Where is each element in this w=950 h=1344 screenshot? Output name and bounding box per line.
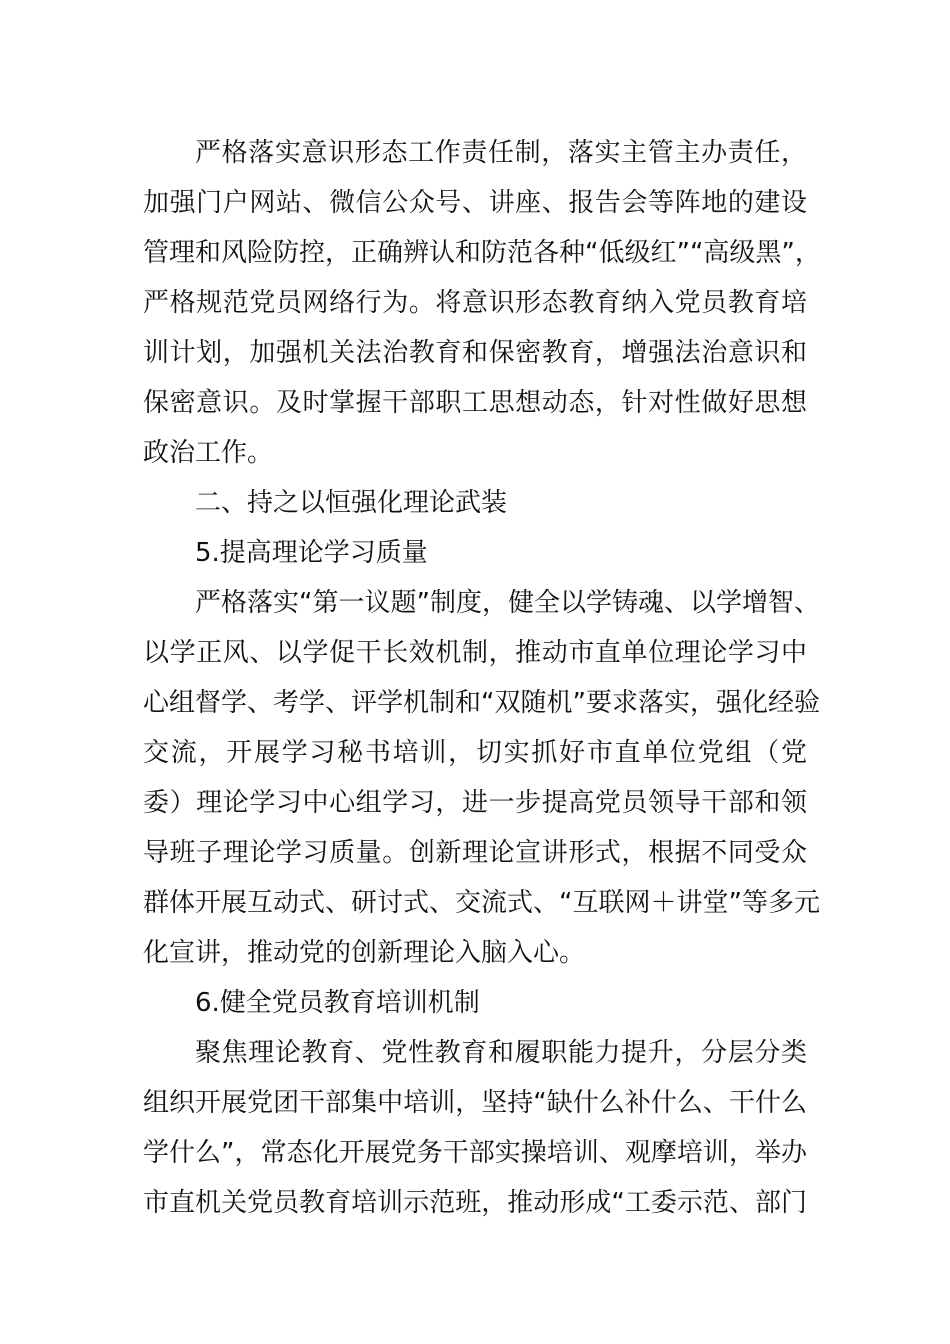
subsection-heading: 6.健全党员教育培训机制 bbox=[195, 988, 480, 1018]
paragraph-line: 加强门户网站、微信公众号、讲座、报告会等阵地的建设 bbox=[143, 188, 807, 218]
paragraph-line: 保密意识。及时掌握干部职工思想动态，针对性做好思想 bbox=[143, 388, 807, 418]
paragraph-line: 严格落实“第一议题”制度，健全以学铸魂、以学增智、 bbox=[195, 588, 820, 618]
paragraph-line: 心组督学、考学、评学机制和“双随机”要求落实，强化经验 bbox=[143, 688, 820, 718]
subsection-heading: 5.提高理论学习质量 bbox=[195, 538, 428, 568]
paragraph-line: 委）理论学习中心组学习，进一步提高党员领导干部和领 bbox=[143, 788, 807, 818]
paragraph-line: 组织开展党团干部集中培训，坚持“缺什么补什么、干什么 bbox=[143, 1088, 807, 1118]
paragraph-line: 严格规范党员网络行为。将意识形态教育纳入党员教育培 bbox=[143, 288, 807, 318]
paragraph-line: 聚焦理论教育、党性教育和履职能力提升，分层分类 bbox=[195, 1038, 807, 1068]
paragraph-line: 以学正风、以学促干长效机制，推动市直单位理论学习中 bbox=[143, 638, 807, 668]
paragraph-line: 导班子理论学习质量。创新理论宣讲形式，根据不同受众 bbox=[143, 838, 807, 868]
paragraph-line: 学什么”，常态化开展党务干部实操培训、观摩培训，举办 bbox=[143, 1138, 807, 1168]
paragraph-line: 严格落实意识形态工作责任制，落实主管主办责任， bbox=[195, 138, 807, 168]
document-body bbox=[143, 128, 821, 1228]
paragraph-line: 管理和风险防控，正确辨认和防范各种“低级红”“高级黑”， bbox=[143, 238, 821, 268]
paragraph-line: 政治工作。 bbox=[143, 438, 274, 468]
section-heading: 二、持之以恒强化理论武装 bbox=[195, 488, 508, 518]
paragraph-line: 交流，开展学习秘书培训，切实抓好市直单位党组（党 bbox=[143, 738, 807, 768]
paragraph-line: 群体开展互动式、研讨式、交流式、“互联网＋讲堂”等多元 bbox=[143, 888, 820, 918]
paragraph-line: 化宣讲，推动党的创新理论入脑入心。 bbox=[143, 938, 586, 968]
paragraph-line: 市直机关党员教育培训示范班，推动形成“工委示范、部门 bbox=[143, 1188, 807, 1218]
paragraph-line: 训计划，加强机关法治教育和保密教育，增强法治意识和 bbox=[143, 338, 807, 368]
